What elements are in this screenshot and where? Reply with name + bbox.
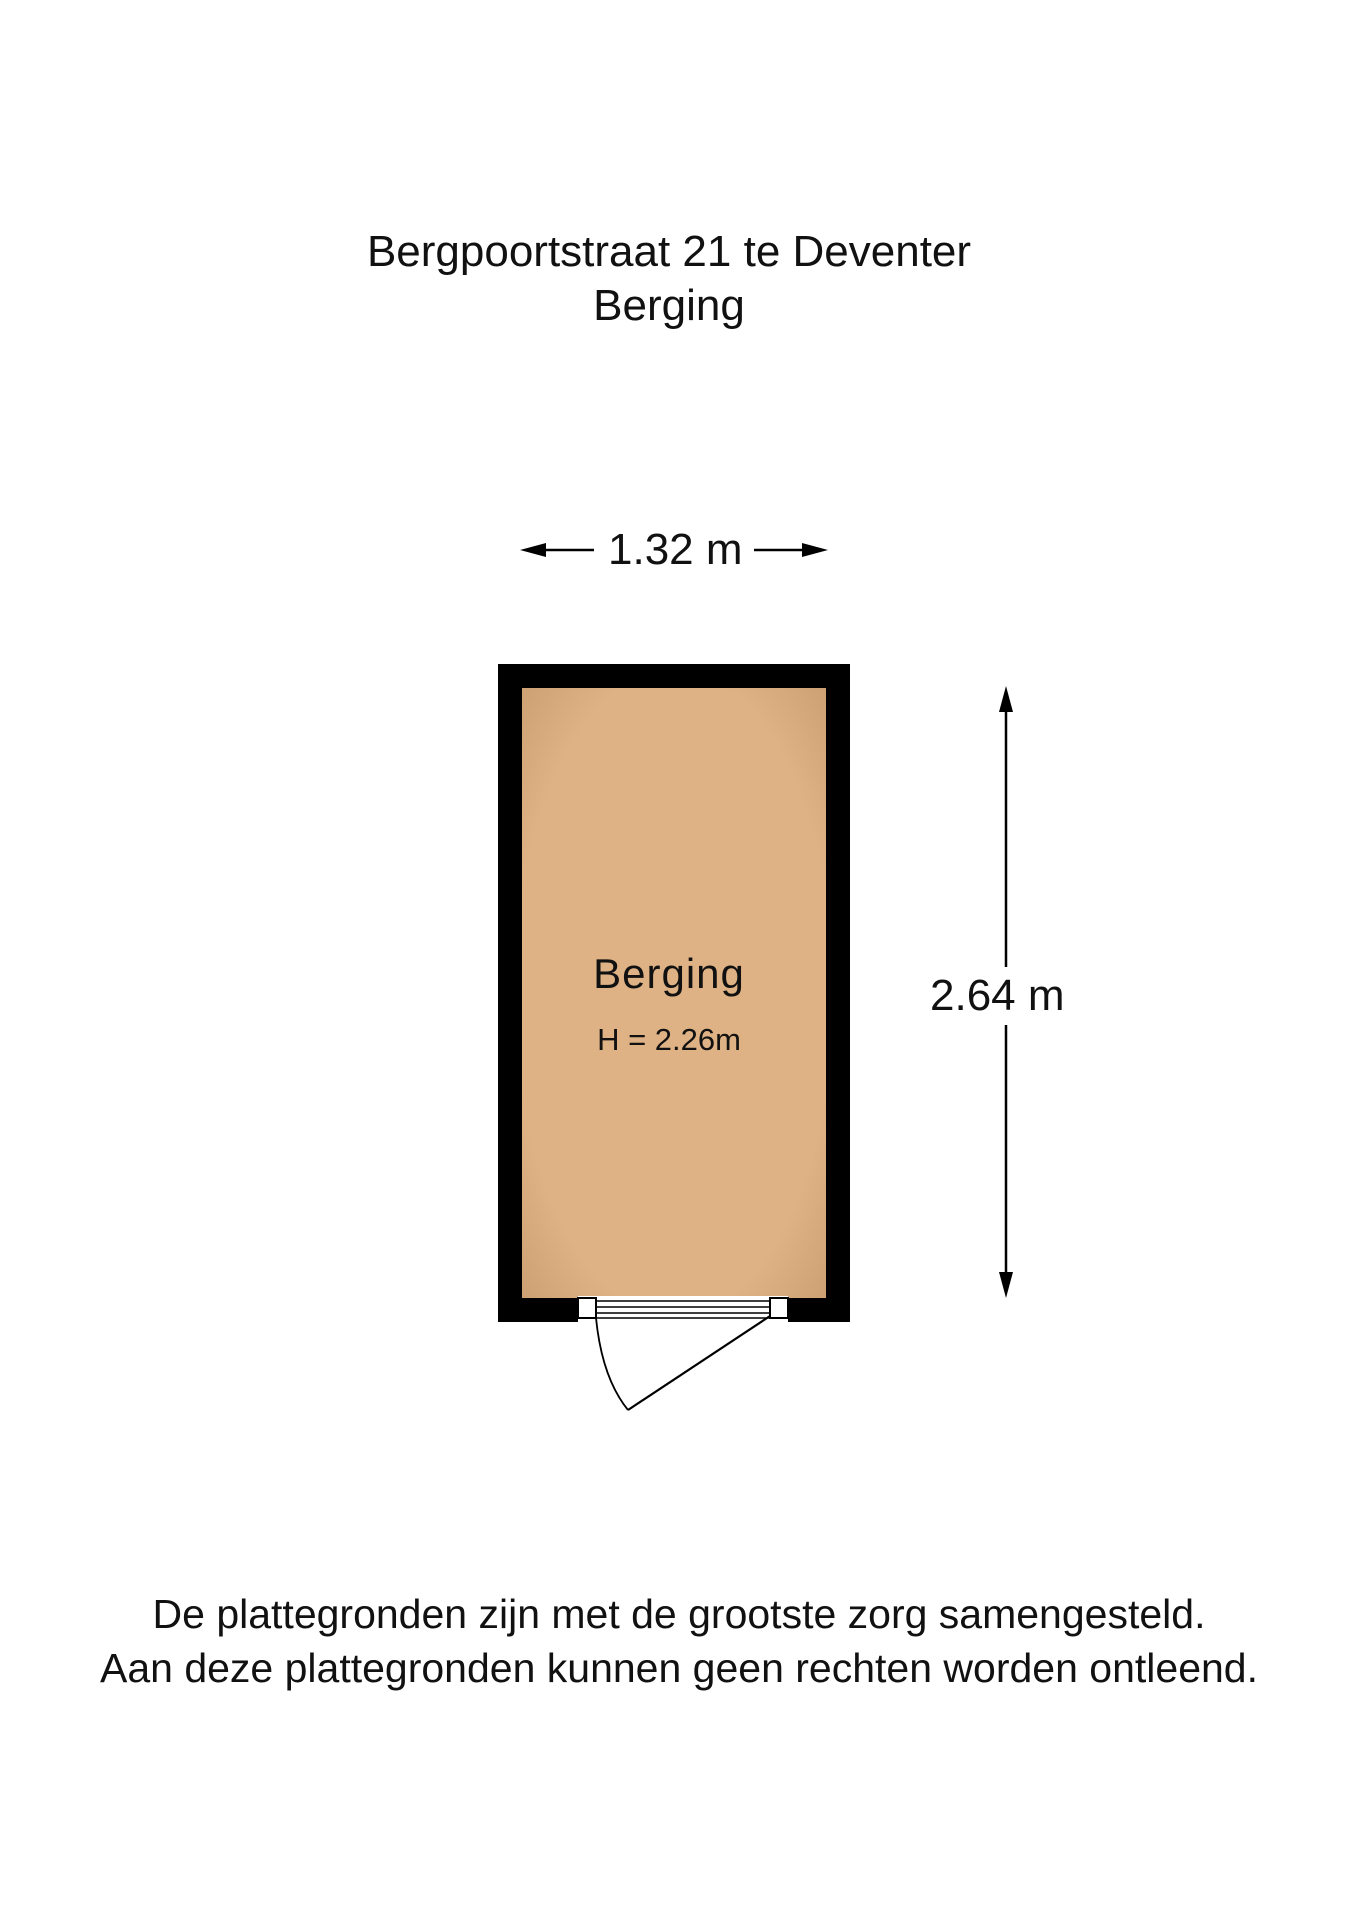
room-height-label: H = 2.26m — [597, 1022, 741, 1057]
width-dimension-label: 1.32 m — [600, 525, 751, 575]
disclaimer-line-1: De plattegronden zijn met de grootste zorg samengesteld. — [152, 1591, 1206, 1637]
disclaimer-line-2: Aan deze plattegronden kunnen geen rechten worden ontleend. — [99, 1645, 1258, 1691]
floor-title: Berging — [593, 281, 745, 330]
disclaimer — [0, 1587, 1358, 1695]
door — [578, 1296, 788, 1410]
address-title: Bergpoortstraat 21 te Deventer — [366, 227, 972, 276]
room-name-label: Berging — [593, 950, 745, 997]
length-dimension-label: 2.64 m — [930, 967, 1065, 1025]
